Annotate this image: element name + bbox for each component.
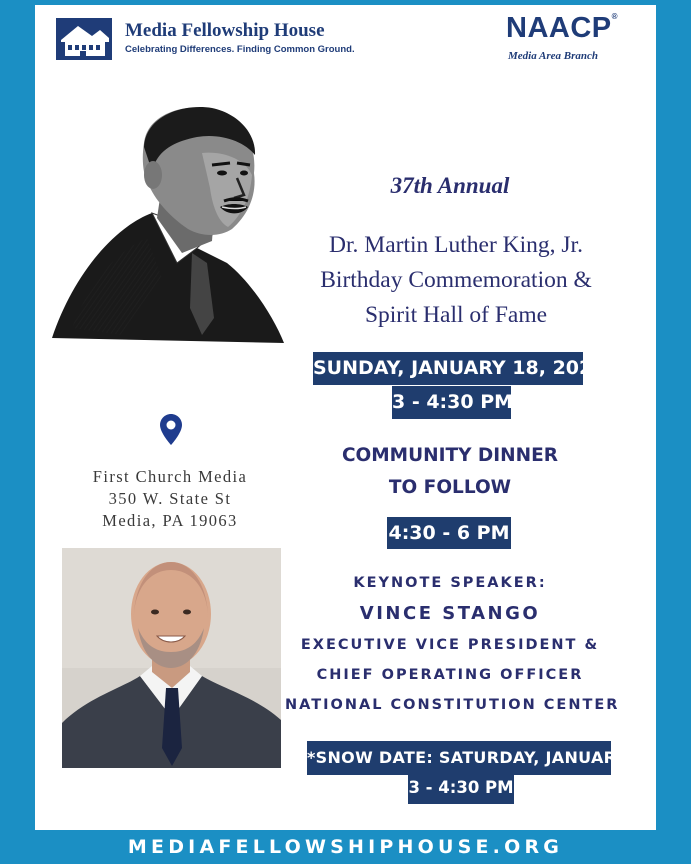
house-logo-icon [56,18,112,60]
keynote-label: KEYNOTE SPEAKER: [353,575,547,591]
event-time-badge: 3 - 4:30 PM [392,386,511,419]
dinner-line: COMMUNITY DINNER [341,445,559,466]
event-title-line: Spirit Hall of Fame [364,302,548,328]
speaker-role-line: EXECUTIVE VICE PRESIDENT & [300,637,600,653]
speaker-photo [62,548,281,768]
venue-name: First Church Media [92,467,248,486]
map-pin-icon [160,414,182,445]
snow-date-badge: *SNOW DATE: SATURDAY, JANUARY 24 [307,741,611,775]
event-date-badge: SUNDAY, JANUARY 18, 2026 [313,352,583,385]
dinner-info [330,440,570,504]
venue-street: 350 W. State St [108,489,232,508]
naacp-name: NAACP [506,12,612,44]
venue-address [70,466,270,532]
website-url: MEDIAFELLOWSHIPHOUSE.ORG [127,836,564,858]
event-annual: 37th Annual [390,173,510,198]
dinner-time-badge: 4:30 - 6 PM [387,517,511,549]
org-tagline: Celebrating Differences. Finding Common Ground. [125,44,355,55]
event-title-line: Dr. Martin Luther King, Jr. [329,232,583,258]
event-title-line: Birthday Commemoration & [320,267,592,293]
venue-city: Media, PA 19063 [102,511,238,530]
dinner-line: TO FOLLOW [388,477,512,498]
speaker-name: VINCE STANGO [359,603,541,624]
event-title [266,228,646,333]
org-name: Media Fellowship House [125,20,325,41]
speaker-role-line: NATIONAL CONSTITUTION CENTER [285,697,620,713]
registered-mark: ® [611,12,619,21]
naacp-logo [506,12,618,45]
keynote-speaker [285,570,620,720]
speaker-role-line: CHIEF OPERATING OFFICER [316,667,584,683]
naacp-branch: Media Area Branch [508,50,599,62]
mlk-portrait-image [52,103,284,345]
snow-time-badge: 3 - 4:30 PM [408,772,514,804]
